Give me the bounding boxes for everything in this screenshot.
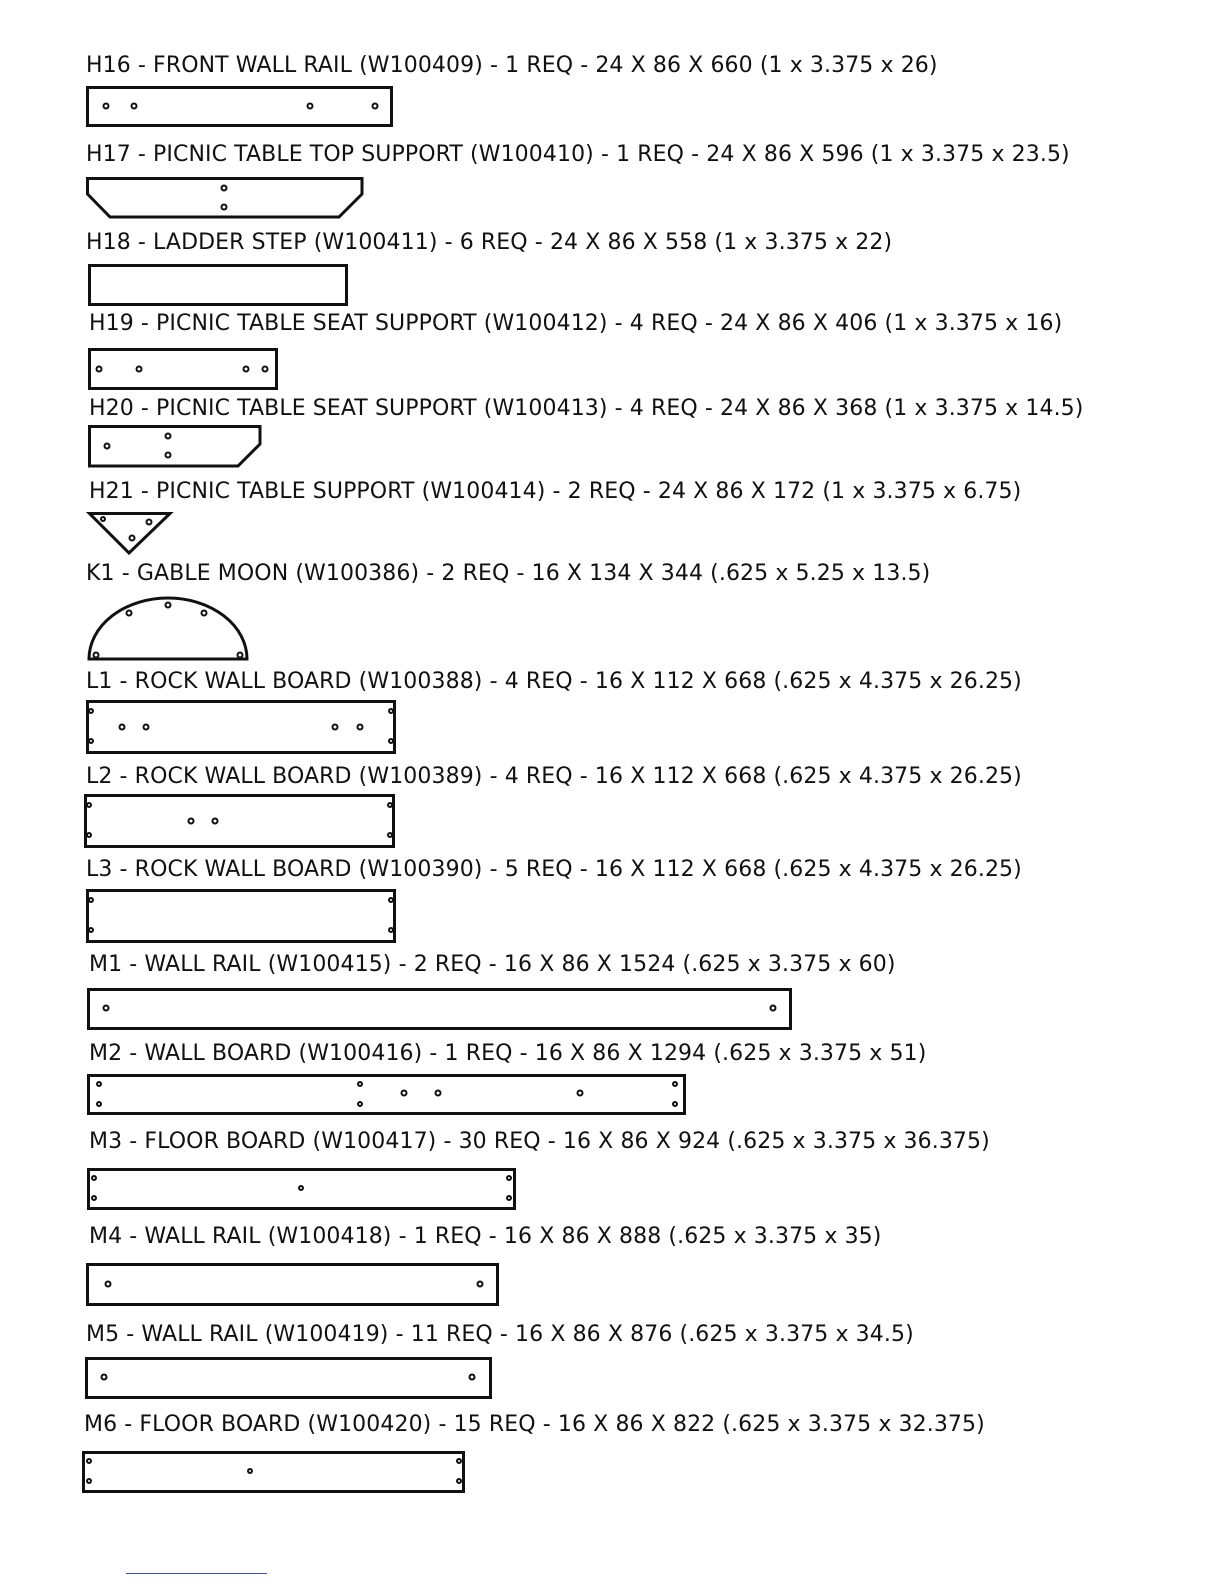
part-label-m6: M6 - FLOOR BOARD (W100420) - 15 REQ - 16 X 86 X 822 (.625 x 3.375 x 32.375) <box>84 1412 985 1437</box>
part-label-m4: M4 - WALL RAIL (W100418) - 1 REQ - 16 X 86 X 888 (.625 x 3.375 x 35) <box>89 1224 882 1249</box>
part-label-m3: M3 - FLOOR BOARD (W100417) - 30 REQ - 16 X 86 X 924 (.625 x 3.375 x 36.375) <box>89 1129 990 1154</box>
part-label-h21: H21 - PICNIC TABLE SUPPORT (W100414) - 2 REQ - 24 X 86 X 172 (1 x 3.375 x 6.75) <box>89 479 1022 504</box>
part-drawing-k1 <box>86 596 251 662</box>
part-label-k1: K1 - GABLE MOON (W100386) - 2 REQ - 16 X 134 X 344 (.625 x 5.25 x 13.5) <box>86 561 931 586</box>
part-drawing-h18 <box>88 264 349 307</box>
part-label-m5: M5 - WALL RAIL (W100419) - 11 REQ - 16 X 86 X 876 (.625 x 3.375 x 34.5) <box>86 1322 914 1347</box>
part-drawing-h19 <box>88 348 279 391</box>
part-drawing-m4 <box>86 1263 500 1307</box>
part-drawing-h20 <box>88 425 263 469</box>
part-label-m1: M1 - WALL RAIL (W100415) - 2 REQ - 16 X 86 X 1524 (.625 x 3.375 x 60) <box>89 952 896 977</box>
footer-divider <box>126 1573 267 1574</box>
part-drawing-h16 <box>86 86 394 128</box>
part-drawing-l3 <box>86 889 397 944</box>
part-label-l1: L1 - ROCK WALL BOARD (W100388) - 4 REQ - 16 X 112 X 668 (.625 x 4.375 x 26.25) <box>86 669 1022 694</box>
part-drawing-m3 <box>87 1168 517 1211</box>
part-label-l2: L2 - ROCK WALL BOARD (W100389) - 4 REQ - 16 X 112 X 668 (.625 x 4.375 x 26.25) <box>86 764 1022 789</box>
part-drawing-h17 <box>86 177 364 220</box>
part-drawing-m2 <box>87 1074 687 1116</box>
part-drawing-m5 <box>85 1357 493 1400</box>
part-label-h18: H18 - LADDER STEP (W100411) - 6 REQ - 24 X 86 X 558 (1 x 3.375 x 22) <box>86 230 893 255</box>
part-label-h17: H17 - PICNIC TABLE TOP SUPPORT (W100410) - 1 REQ - 24 X 86 X 596 (1 x 3.375 x 23.5) <box>86 142 1070 167</box>
part-drawing-l1 <box>86 700 397 755</box>
part-label-h19: H19 - PICNIC TABLE SEAT SUPPORT (W100412) - 4 REQ - 24 X 86 X 406 (1 x 3.375 x 16) <box>89 311 1063 336</box>
part-label-h16: H16 - FRONT WALL RAIL (W100409) - 1 REQ - 24 X 86 X 660 (1 x 3.375 x 26) <box>86 53 938 78</box>
part-drawing-l2 <box>84 794 396 849</box>
part-label-l3: L3 - ROCK WALL BOARD (W100390) - 5 REQ - 16 X 112 X 668 (.625 x 4.375 x 26.25) <box>86 857 1022 882</box>
part-label-h20: H20 - PICNIC TABLE SEAT SUPPORT (W100413) - 4 REQ - 24 X 86 X 368 (1 x 3.375 x 14.5) <box>89 396 1084 421</box>
part-drawing-h21 <box>88 512 173 556</box>
part-drawing-m6 <box>82 1451 466 1494</box>
part-drawing-m1 <box>87 988 793 1031</box>
part-label-m2: M2 - WALL BOARD (W100416) - 1 REQ - 16 X 86 X 1294 (.625 x 3.375 x 51) <box>89 1041 927 1066</box>
